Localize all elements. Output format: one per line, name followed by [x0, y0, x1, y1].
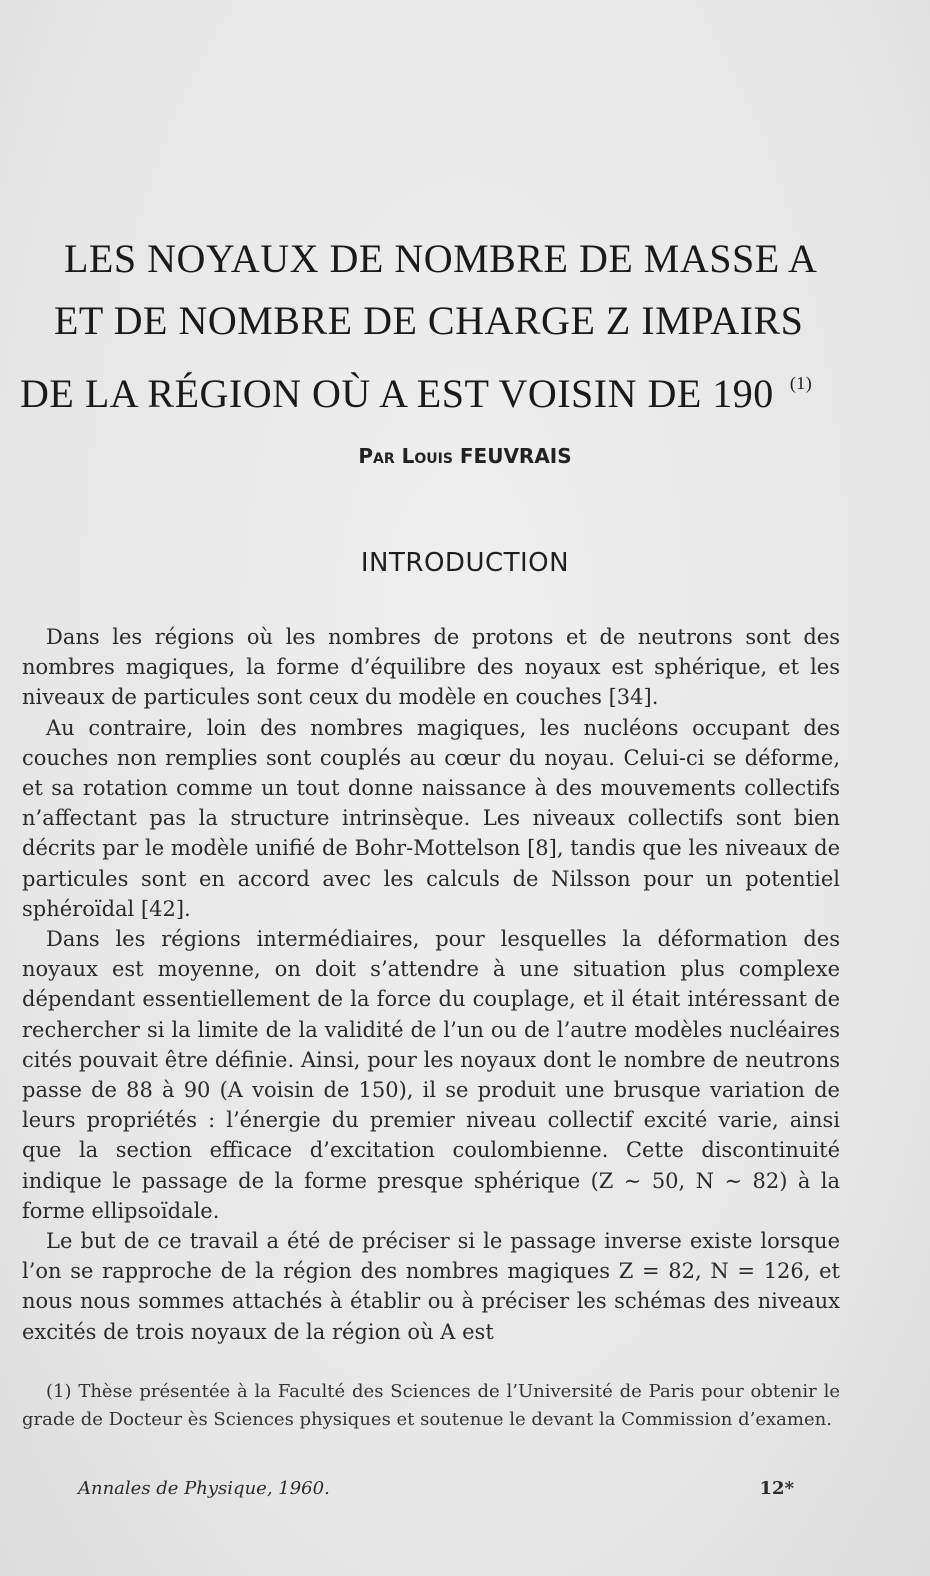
- paragraph-4: Le but de ce travail a été de préciser si le passage inverse existe lorsque l’on se rapproche de la région des nombres magiques Z = 82, N = 126, et nous nous sommes attachés à établir ou à préciser les schémas des niveaux excités de trois noyaux de la région où A est: [22, 1229, 840, 1344]
- paper-title: [0, 228, 930, 425]
- title-footnote-mark: (1): [789, 373, 813, 393]
- title-line-3: [0, 352, 930, 425]
- title-line-3-text: DE LA RÉGION OÙ A EST VOISIN DE 190: [20, 371, 774, 416]
- section-heading: INTRODUCTION: [360, 548, 570, 578]
- author-first-name: Louis: [401, 444, 453, 468]
- paragraph-1: Dans les régions où les nombres de protons et de neutrons sont des nombres magiques, la forme d’équilibre des noyaux est sphérique, et les niveaux de particules sont ceux du modèle en couches [34].: [22, 625, 840, 710]
- footnote-text: (1) Thèse présentée à la Faculté des Sciences de l’Université de Paris pour obtenir le grade de Docteur ès Sciences physiques et soutenue le devant la Commission d’examen.: [22, 1381, 840, 1430]
- title-line-1: LES NOYAUX DE NOMBRE DE MASSE A: [64, 236, 818, 281]
- footnote: [22, 1378, 840, 1434]
- author-byline: [0, 444, 930, 468]
- journal-citation: Annales de Physique, 1960.: [78, 1478, 330, 1499]
- author-last-name: FEUVRAIS: [459, 444, 572, 468]
- paragraph-3: Dans les régions intermédiaires, pour lesquelles la déformation des noyaux est moyenne, on doit s’attendre à une situation plus complexe dépendant essentiellement de la force du couplage, et il était intéressant de rechercher si la limite de la validité de l’un ou de l’autre modèles nucléaires cités pouvait être définie. Ainsi, pour les noyaux dont le nombre de neutrons passe de 88 à 90 (A voisin de 150), il se produit une brusque variation de leurs propriétés : l’énergie du premier niveau collectif excité varie, ainsi que la section efficace d’excitation coulombienne. Cette discontinuité indique le passage de la forme presque sphérique (Z ∼ 50, N ∼ 82) à la forme ellipsoïdale.: [22, 927, 840, 1223]
- body-text: [22, 622, 840, 1347]
- paragraph-2: Au contraire, loin des nombres magiques, les nucléons occupant des couches non remplies sont couplés au cœur du noyau. Celui-ci se déforme, et sa rotation comme un tout donne naissance à des mouvements collectifs n’affectant pas la structure intrinsèque. Les niveaux collectifs sont bien décrits par le modèle unifié de Bohr-Mottelson [8], tandis que les niveaux de particules sont en accord avec les calculs de Nilsson pour un potentiel sphéroïdal [42].: [22, 715, 840, 921]
- title-line-2: ET DE NOMBRE DE CHARGE Z IMPAIRS: [54, 298, 804, 343]
- page-number: 12*: [759, 1478, 794, 1499]
- page-footer: [78, 1478, 794, 1499]
- author-prefix: Par: [358, 444, 395, 468]
